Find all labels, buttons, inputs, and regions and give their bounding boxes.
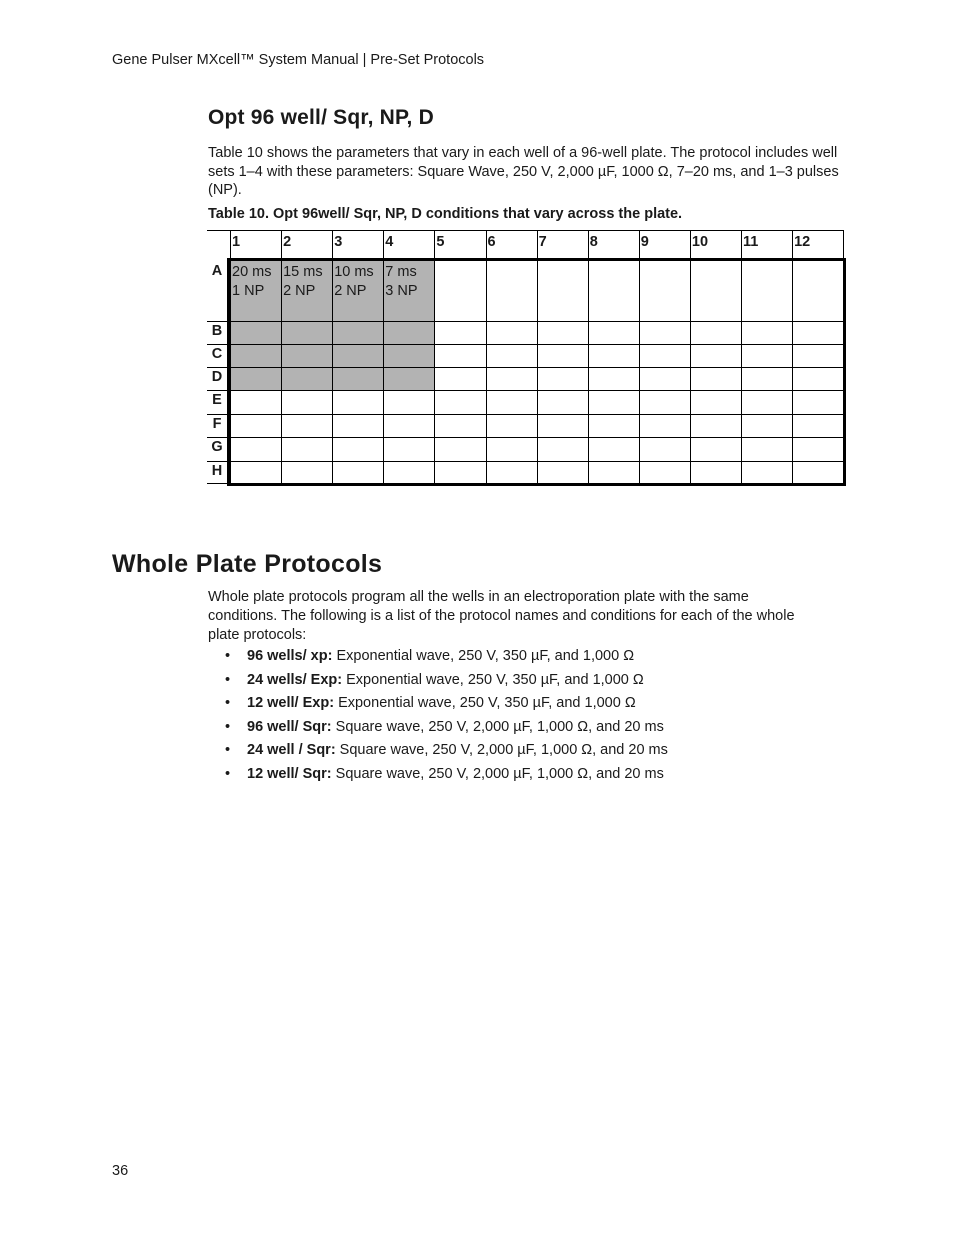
well-condition: 20 ms 1 NP bbox=[232, 264, 272, 299]
protocol-name: 96 wells/ xp: bbox=[247, 648, 333, 664]
table-top-rule bbox=[207, 230, 843, 231]
protocol-name: 12 well/ Sqr: bbox=[247, 765, 332, 782]
column-header: 3 bbox=[334, 234, 343, 250]
protocol-name: 24 well / Sqr: bbox=[247, 742, 336, 758]
plate-table bbox=[207, 230, 844, 487]
protocol-name: 12 well/ Exp: bbox=[247, 695, 335, 711]
row-divider bbox=[207, 483, 227, 484]
protocol-conditions: Exponential wave, 250 V, 350 µF, and 1,000 Ω bbox=[332, 648, 635, 664]
bullet-glyph: • bbox=[225, 695, 231, 711]
bullet-glyph: • bbox=[225, 742, 231, 758]
row-header: C bbox=[211, 346, 223, 362]
column-header: 5 bbox=[436, 234, 445, 250]
protocol-conditions: Square wave, 250 V, 2,000 µF, 1,000 Ω, and 20 ms bbox=[335, 742, 668, 758]
section-title-whole-plate: Whole Plate Protocols bbox=[112, 550, 383, 578]
bullet-glyph: • bbox=[225, 718, 231, 735]
column-header: 7 bbox=[538, 234, 547, 250]
row-header: H bbox=[211, 463, 223, 479]
list-item bbox=[208, 695, 668, 719]
protocol-conditions: Exponential wave, 250 V, 350 µF, and 1,000 Ω bbox=[342, 671, 644, 688]
running-header: Gene Pulser MXcell™ System Manual | Pre-Set Protocols bbox=[112, 52, 485, 68]
protocol-conditions: Square wave, 250 V, 2,000 µF, 1,000 Ω, and 20 ms bbox=[331, 718, 664, 735]
column-header: 11 bbox=[743, 234, 759, 250]
list-item bbox=[208, 766, 668, 790]
column-header: 8 bbox=[589, 234, 598, 250]
column-header: 9 bbox=[640, 234, 649, 250]
protocol-name: 24 wells/ Exp: bbox=[247, 671, 343, 688]
bullet-glyph: • bbox=[225, 671, 231, 688]
well-condition: 15 ms 2 NP bbox=[283, 264, 323, 299]
column-header: 2 bbox=[283, 234, 292, 250]
list-item bbox=[208, 719, 668, 743]
row-header: F bbox=[212, 416, 222, 432]
column-header: 6 bbox=[487, 234, 496, 250]
row-header: B bbox=[211, 323, 223, 339]
table-caption: Table 10. Opt 96well/ Sqr, NP, D conditions that vary across the plate. bbox=[208, 206, 683, 222]
section-intro: Table 10 shows the parameters that vary in each well of a 96-well plate. The protocol includes well sets 1–4 with these parameters: Square Wave, 250 V, 2,000 µF, 1000 Ω, 7–20 ms, and 1–3 pulses (NP). bbox=[208, 145, 839, 198]
column-header: 1 bbox=[232, 234, 241, 250]
bullet-glyph: • bbox=[225, 648, 231, 664]
row-header: G bbox=[211, 439, 223, 455]
protocol-conditions: Exponential wave, 250 V, 350 µF, and 1,000 Ω bbox=[334, 695, 636, 711]
column-header: 12 bbox=[794, 234, 811, 250]
page-number: 36 bbox=[112, 1163, 129, 1179]
protocol-name: 96 well/ Sqr: bbox=[247, 718, 332, 735]
column-header: 4 bbox=[385, 234, 394, 250]
well-condition: 10 ms 2 NP bbox=[334, 264, 374, 299]
bullet-glyph: • bbox=[225, 765, 231, 782]
row-header: A bbox=[211, 263, 223, 279]
column-header: 10 bbox=[691, 234, 709, 250]
list-item bbox=[208, 742, 668, 766]
row-header: E bbox=[212, 392, 222, 408]
whole-plate-intro: Whole plate protocols program all the wells in an electroporation plate with the same conditions. The following is a list of the protocol names and conditions for each of the whole plate protocols: bbox=[208, 589, 795, 643]
plate-frame bbox=[227, 258, 846, 486]
protocol-list bbox=[208, 648, 668, 789]
list-item bbox=[208, 648, 668, 672]
list-item bbox=[208, 672, 668, 696]
protocol-conditions: Square wave, 250 V, 2,000 µF, 1,000 Ω, and 20 ms bbox=[331, 765, 664, 782]
well-condition: 7 ms 3 NP bbox=[385, 264, 418, 299]
row-header: D bbox=[211, 369, 223, 385]
section-title-opt96: Opt 96 well/ Sqr, NP, D bbox=[208, 106, 434, 129]
